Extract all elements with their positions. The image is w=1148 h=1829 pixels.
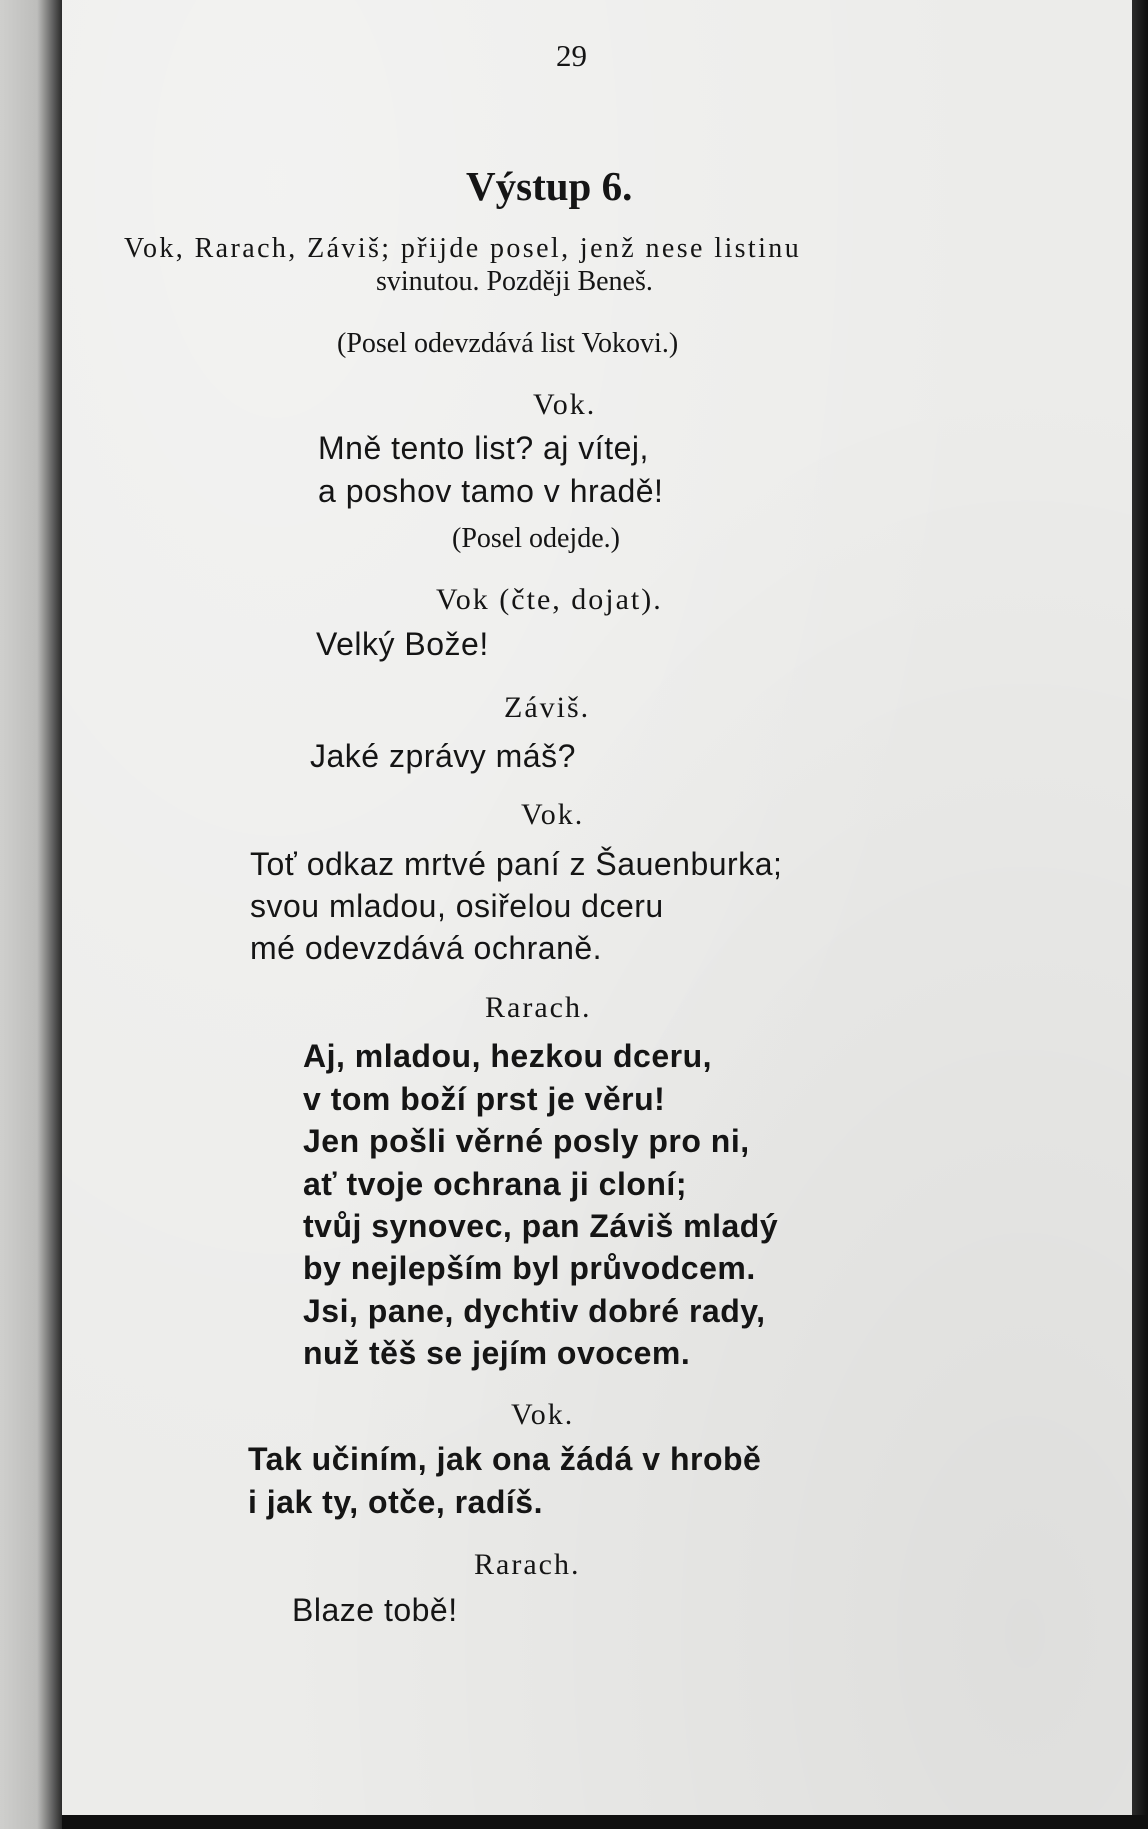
- speaker-name: Rarach.: [485, 991, 592, 1024]
- verse-line: ať tvoje ochrana ji cloní;: [303, 1166, 687, 1202]
- verse-line: by nejlepším byl průvodcem.: [303, 1250, 756, 1286]
- page-edge-right: [1132, 0, 1148, 1829]
- stage-direction-line: Vok, Rarach, Záviš; přijde posel, jenž nese listinu: [124, 233, 802, 264]
- speaker-name: Vok.: [533, 388, 597, 421]
- speaker-name: Vok (čte, dojat).: [436, 583, 663, 616]
- verse-line: Aj, mladou, hezkou dceru,: [303, 1038, 712, 1074]
- speaker-name: Vok.: [511, 1398, 575, 1431]
- verse-line: Jaké zprávy máš?: [310, 738, 576, 774]
- verse-line: Velký Bože!: [316, 626, 489, 662]
- speaker-name: Rarach.: [474, 1548, 581, 1581]
- stage-direction: (Posel odejde.): [452, 523, 620, 554]
- scene-heading: Výstup 6.: [466, 163, 633, 209]
- verse-line: a poshov tamo v hradě!: [318, 473, 664, 509]
- verse-line: mé odevzdává ochraně.: [250, 930, 603, 966]
- speaker-name: Záviš.: [504, 691, 591, 724]
- verse-line: tvůj synovec, pan Záviš mladý: [303, 1208, 779, 1244]
- speaker-name: Vok.: [521, 798, 585, 831]
- verse-line: Toť odkaz mrtvé paní z Šauenburka;: [250, 846, 783, 882]
- verse-line: svou mladou, osiřelou dceru: [250, 888, 664, 924]
- page-edge-bottom: [62, 1815, 1148, 1829]
- stage-direction: (Posel odevzdává list Vokovi.): [337, 328, 679, 359]
- book-gutter: [0, 0, 62, 1829]
- verse-line: i jak ty, otče, radíš.: [248, 1484, 543, 1520]
- verse-line: Mně tento list? aj vítej,: [318, 430, 649, 466]
- verse-line: v tom boží prst je věru!: [303, 1081, 666, 1117]
- verse-line: nuž těš se jejím ovocem.: [303, 1335, 691, 1371]
- verse-line: Jsi, pane, dychtiv dobré rady,: [303, 1293, 766, 1329]
- verse-line: Jen pošli věrné posly pro ni,: [303, 1123, 750, 1159]
- verse-line: Blaze tobě!: [292, 1592, 458, 1628]
- stage-direction-line: svinutou. Později Beneš.: [376, 266, 653, 297]
- page-number: 29: [556, 38, 587, 73]
- verse-line: Tak učiním, jak ona žádá v hrobě: [248, 1441, 762, 1477]
